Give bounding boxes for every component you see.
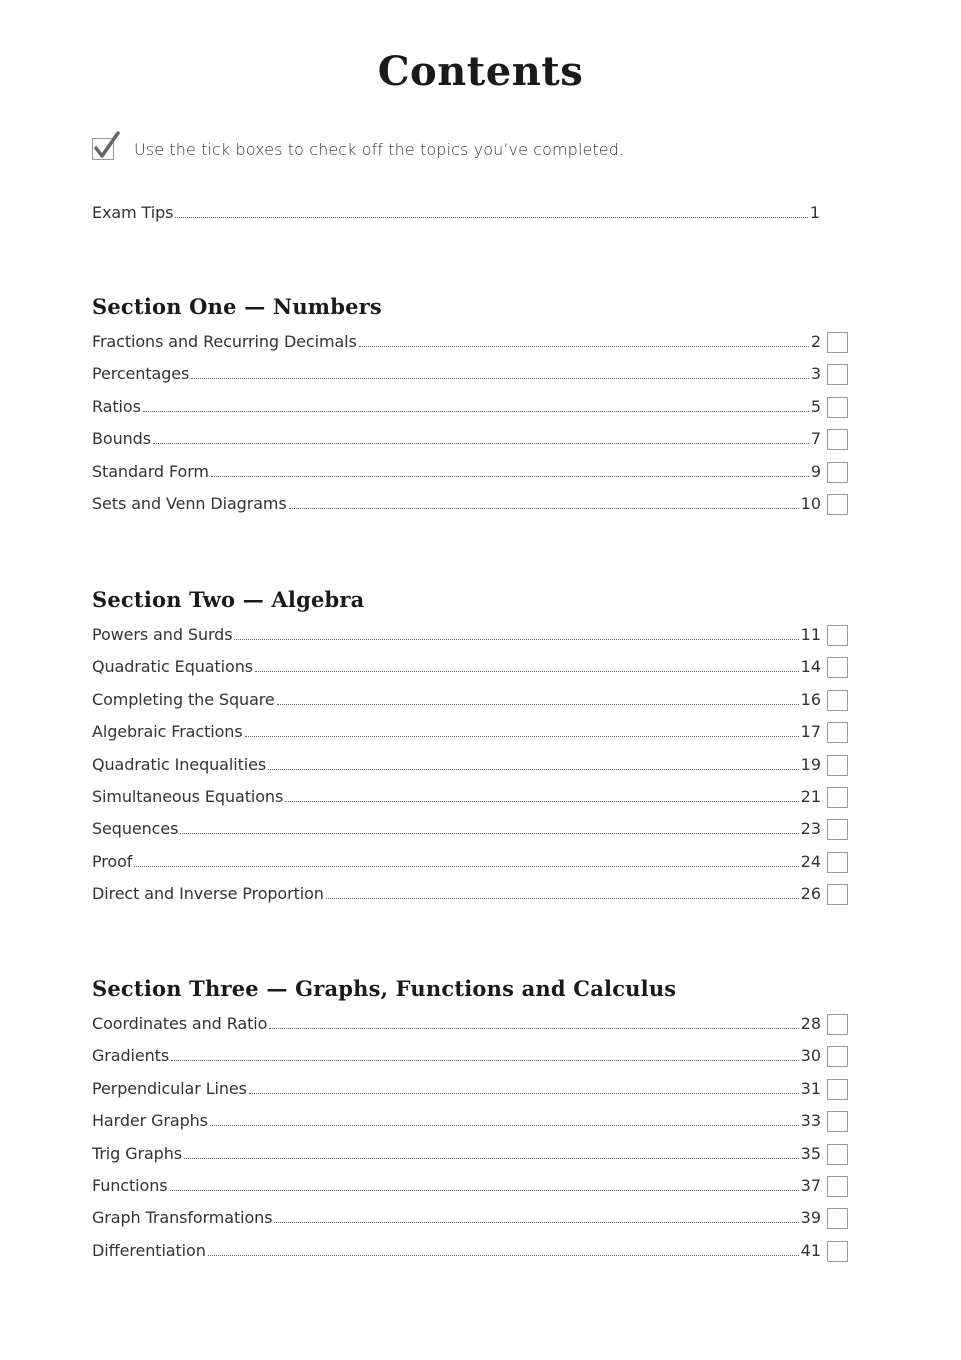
dot-leader (234, 639, 798, 640)
tick-box-checkbox[interactable] (827, 625, 848, 646)
toc-entry[interactable] (92, 782, 848, 810)
entry-page: 5 (810, 396, 821, 416)
dot-leader (255, 671, 799, 672)
dot-leader (268, 769, 799, 770)
entry-label: Perpendicular Lines (92, 1078, 247, 1098)
toc-entry[interactable] (92, 717, 848, 745)
dot-leader (277, 704, 799, 705)
tick-box-checkbox[interactable] (827, 397, 848, 418)
entry-label: Exam Tips (92, 203, 174, 222)
dot-leader (210, 1125, 799, 1126)
entry-page: 33 (800, 1111, 821, 1131)
toc-entry[interactable] (92, 198, 820, 226)
entry-label: Bounds (92, 429, 151, 449)
entry-page: 1 (809, 203, 820, 222)
entry-page: 17 (800, 722, 821, 742)
toc-entry[interactable] (92, 1171, 848, 1199)
dot-leader (359, 346, 809, 347)
dot-leader (274, 1222, 798, 1223)
entry-label: Direct and Inverse Proportion (92, 884, 324, 904)
entry-label: Differentiation (92, 1240, 206, 1260)
entry-page: 23 (800, 819, 821, 839)
dot-leader (285, 801, 798, 802)
dot-leader (143, 411, 809, 412)
entry-label: Quadratic Equations (92, 657, 253, 677)
entry-page: 2 (810, 332, 821, 351)
dot-leader (175, 217, 807, 218)
entry-page: 3 (810, 364, 821, 384)
toc-entry[interactable] (92, 1074, 848, 1102)
entry-label: Fractions and Recurring Decimals (92, 332, 357, 351)
entry-page: 7 (810, 429, 821, 449)
entry-label: Trig Graphs (92, 1143, 183, 1163)
entry-label: Simultaneous Equations (92, 787, 284, 806)
toc-entry[interactable] (92, 1203, 848, 1231)
instruction-text: Use the tick boxes to check off the topics you’ve completed. (134, 139, 625, 159)
tick-box-checkbox[interactable] (827, 332, 848, 353)
tick-box-checkbox[interactable] (827, 364, 848, 385)
entry-page: 19 (800, 754, 821, 774)
tick-box-checkbox[interactable] (827, 1241, 848, 1262)
entry-page: 24 (800, 851, 821, 871)
entry-page: 16 (800, 689, 821, 709)
tick-box-checkbox[interactable] (827, 494, 848, 515)
entry-page: 35 (800, 1143, 821, 1163)
entry-label: Functions (92, 1176, 168, 1195)
entry-page: 10 (800, 494, 821, 513)
entry-page: 9 (810, 461, 821, 481)
tick-box-checkbox[interactable] (827, 1176, 848, 1197)
toc-entry[interactable] (92, 652, 848, 680)
entry-label: Quadratic Inequalities (92, 754, 267, 774)
entry-page: 37 (800, 1176, 821, 1195)
dot-leader (180, 833, 798, 834)
tick-box-checkbox[interactable] (827, 884, 848, 905)
section-heading: Section Two — Algebra (92, 587, 365, 612)
entry-label: Graph Transformations (92, 1208, 273, 1228)
dot-leader (153, 443, 809, 444)
section-heading: Section Three — Graphs, Functions and Calculus (92, 976, 677, 1001)
dot-leader (326, 898, 799, 899)
instruction (92, 134, 624, 164)
entry-page: 28 (800, 1014, 821, 1033)
tick-box-checkbox[interactable] (827, 1111, 848, 1132)
entry-page: 21 (800, 787, 821, 806)
toc-entry[interactable] (92, 457, 848, 485)
toc-entry[interactable] (92, 1236, 848, 1264)
entry-label: Algebraic Fractions (92, 722, 243, 742)
entry-label: Sets and Venn Diagrams (92, 494, 287, 513)
toc-entry[interactable] (92, 424, 848, 452)
tick-box-checkbox[interactable] (827, 690, 848, 711)
tick-box-checkbox[interactable] (827, 1144, 848, 1165)
toc-entry[interactable] (92, 1139, 848, 1167)
entry-label: Sequences (92, 819, 179, 839)
dot-leader (134, 866, 798, 867)
tick-box-checkbox[interactable] (827, 819, 848, 840)
entry-label: Standard Form (92, 461, 209, 481)
toc-entry[interactable] (92, 879, 848, 907)
toc-entry[interactable] (92, 392, 848, 420)
page-title: Contents (377, 48, 584, 95)
tick-box-checkbox[interactable] (827, 429, 848, 450)
dot-leader (184, 1158, 799, 1159)
toc-entry[interactable] (92, 1041, 848, 1069)
section-heading: Section One — Numbers (92, 294, 382, 319)
dot-leader (170, 1190, 799, 1191)
dot-leader (171, 1060, 799, 1061)
tick-box-checkbox[interactable] (827, 1014, 848, 1035)
entry-page: 14 (800, 657, 821, 677)
toc-entry[interactable] (92, 620, 848, 648)
toc-entry[interactable] (92, 847, 848, 875)
entry-page: 30 (800, 1046, 821, 1066)
checkmark-box-icon (92, 138, 114, 160)
entry-label: Coordinates and Ratio (92, 1014, 268, 1033)
tick-box-checkbox[interactable] (827, 1208, 848, 1229)
toc-entry[interactable] (92, 489, 848, 517)
entry-page: 31 (800, 1078, 821, 1098)
tick-box-checkbox[interactable] (827, 462, 848, 483)
tick-box-checkbox[interactable] (827, 1079, 848, 1100)
entry-label: Powers and Surds (92, 625, 233, 644)
tick-box-checkbox[interactable] (827, 787, 848, 808)
toc-entry[interactable] (92, 359, 848, 387)
tick-box-checkbox[interactable] (827, 657, 848, 678)
dot-leader (245, 736, 799, 737)
tick-box-checkbox[interactable] (827, 1046, 848, 1067)
entry-label: Gradients (92, 1046, 170, 1066)
toc-entry[interactable] (92, 814, 848, 842)
entry-label: Harder Graphs (92, 1111, 208, 1131)
entry-page: 41 (800, 1240, 821, 1260)
dot-leader (289, 508, 799, 509)
tick-box-checkbox[interactable] (827, 722, 848, 743)
toc-entry[interactable] (92, 1009, 848, 1037)
dot-leader (208, 1255, 799, 1256)
dot-leader (211, 476, 809, 477)
dot-leader (249, 1093, 799, 1094)
entry-page: 26 (800, 884, 821, 904)
toc-entry[interactable] (92, 327, 848, 355)
dot-leader (269, 1028, 798, 1029)
tick-box-checkbox[interactable] (827, 852, 848, 873)
entry-label: Proof (92, 851, 133, 871)
toc-entry[interactable] (92, 1106, 848, 1134)
entry-label: Completing the Square (92, 689, 275, 709)
tick-box-checkbox[interactable] (827, 755, 848, 776)
entry-label: Percentages (92, 364, 190, 384)
entry-page: 11 (800, 625, 821, 644)
toc-entry[interactable] (92, 750, 848, 778)
dot-leader (191, 378, 809, 379)
entry-label: Ratios (92, 396, 141, 416)
entry-page: 39 (800, 1208, 821, 1228)
toc-entry[interactable] (92, 685, 848, 713)
